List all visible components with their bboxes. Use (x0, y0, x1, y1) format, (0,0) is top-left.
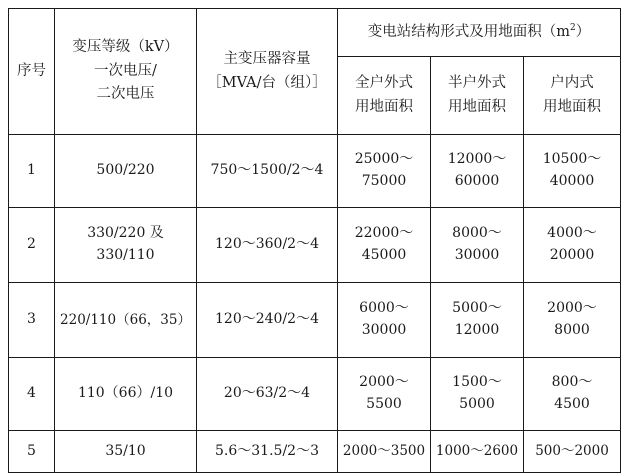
cell-voltage: 500/220 (55, 135, 197, 208)
cell-voltage: 110（66）/10 (55, 358, 197, 431)
cell-indoor-area: 4000～ 20000 (524, 208, 621, 283)
header-semi-outdoor-area: 半户外式 用地面积 (431, 57, 524, 135)
cell-capacity: 20～63/2～4 (197, 358, 338, 431)
cell-seq: 2 (9, 208, 55, 283)
cell-outdoor-area: 22000～ 45000 (338, 208, 431, 283)
cell-voltage: 220/110（66，35） (55, 283, 197, 358)
cell-semi-outdoor-area: 1500～ 5000 (431, 358, 524, 431)
cell-capacity: 5.6～31.5/2～3 (197, 431, 338, 473)
header-voltage-level: 变压等级（kV） 一次电压/ 二次电压 (55, 9, 197, 135)
header-seq: 序号 (9, 9, 55, 135)
cell-seq: 3 (9, 283, 55, 358)
cell-seq: 4 (9, 358, 55, 431)
cell-voltage: 330/220 及 330/110 (55, 208, 197, 283)
cell-outdoor-area: 2000～3500 (338, 431, 431, 473)
cell-outdoor-area: 6000～ 30000 (338, 283, 431, 358)
table-row (9, 208, 621, 283)
cell-capacity: 120～240/2～4 (197, 283, 338, 358)
cell-indoor-area: 10500～ 40000 (524, 135, 621, 208)
header-transformer-capacity: 主变压器容量 ［MVA/台（组）］ (197, 9, 338, 135)
cell-semi-outdoor-area: 8000～ 30000 (431, 208, 524, 283)
substation-land-area-table (8, 8, 621, 473)
header-row-1 (9, 9, 621, 57)
cell-semi-outdoor-area: 12000～ 60000 (431, 135, 524, 208)
cell-indoor-area: 2000～ 8000 (524, 283, 621, 358)
cell-semi-outdoor-area: 5000～ 12000 (431, 283, 524, 358)
table-row (9, 431, 621, 473)
cell-voltage: 35/10 (55, 431, 197, 473)
cell-semi-outdoor-area: 1000～2600 (431, 431, 524, 473)
header-indoor-area: 户内式 用地面积 (524, 57, 621, 135)
cell-indoor-area: 800～ 4500 (524, 358, 621, 431)
table-row (9, 135, 621, 208)
cell-outdoor-area: 25000～ 75000 (338, 135, 431, 208)
cell-seq: 1 (9, 135, 55, 208)
table-row (9, 358, 621, 431)
cell-seq: 5 (9, 431, 55, 473)
table-row (9, 283, 621, 358)
cell-capacity: 120～360/2～4 (197, 208, 338, 283)
cell-outdoor-area: 2000～ 5500 (338, 358, 431, 431)
header-structure-area-group: 变电站结构形式及用地面积$(m^2)$ (338, 9, 621, 57)
cell-capacity: 750～1500/2～4 (197, 135, 338, 208)
header-outdoor-area: 全户外式 用地面积 (338, 57, 431, 135)
cell-indoor-area: 500～2000 (524, 431, 621, 473)
